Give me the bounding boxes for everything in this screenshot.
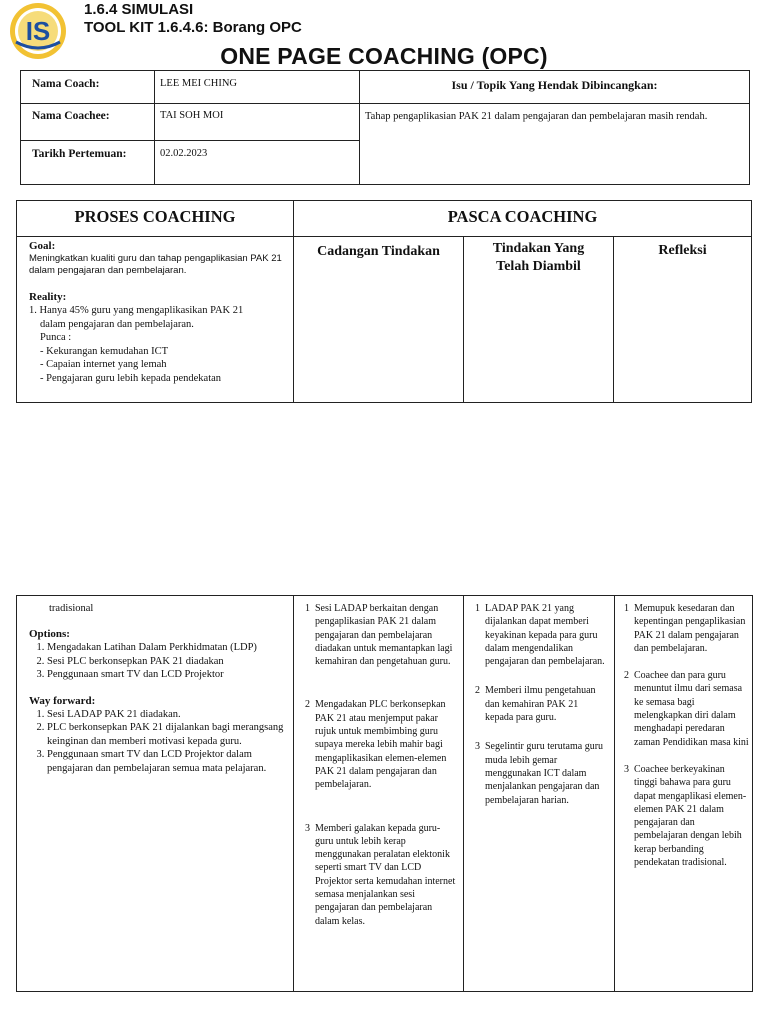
tindakan-heading-line1: Tindakan Yang (492, 241, 585, 256)
goal-reality-cell (29, 240, 289, 385)
coachee-label: Nama Coachee: (32, 110, 110, 122)
item-number: 1 (305, 603, 310, 614)
item-number: 2 (475, 685, 480, 697)
options-wayforward-cell (29, 602, 287, 775)
item-number: 3 (624, 763, 629, 775)
item-text: Sesi LADAP berkaitan dengan pengaplikasian PAK 21 dalam pengajaran dan pembelajaran diadakan untuk memantapkan lagi kemahiran dan pengetahuan guru. (315, 603, 453, 668)
item-text: LADAP PAK 21 yang dijalankan dapat memberi keyakinan kepada para guru dalam mengendalikan pengajaran dan pembelajaran. (485, 603, 605, 668)
tindakan-heading (464, 240, 613, 276)
tindakan-item (475, 684, 609, 724)
item-text: Memberi galakan kepada guru-guru untuk lebih kerap menggunakan peralatan elektonik seperti smart TV dan LCD Projektor serta kemudahan internet semasa menjalankan sesi pengajaran dan pembelajaran dalam kelas. (315, 822, 456, 927)
way-forward-item: 1. Sesi LADAP PAK 21 diadakan. (47, 708, 287, 722)
refleksi-heading: Refleksi (658, 243, 707, 258)
item-number: 3 (475, 741, 480, 753)
cadangan-heading: Cadangan Tindakan (317, 244, 440, 259)
issue-label: Isu / Topik Yang Hendak Dibincangkan: (451, 78, 658, 92)
way-forward-item: 3. Penggunaan smart TV dan LCD Projektor dalam pengajaran dan pembelajaran semua mata pelajaran. (47, 748, 287, 775)
item-text: Coachee berkeyakinan tinggi bahawa para guru dapat mengaplikasi elemen-elemen PAK 21 dalam pengajaran dan pembelajaran dengan lebih kerap berbanding pendekatan tradisional. (634, 763, 747, 869)
punca-item-1: - Kekurangan kemudahan ICT (40, 345, 168, 357)
toolkit-title: TOOL KIT 1.6.4.6: Borang OPC (84, 19, 302, 36)
tindakan-item (475, 740, 609, 806)
logo-mark: IS (25, 16, 51, 46)
reality-point-1-cont: dalam pengajaran dan pembelajaran. (40, 318, 194, 330)
item-number: 1 (624, 603, 629, 614)
coachee-name: TAI SOH MOI (160, 110, 224, 121)
page-title: ONE PAGE COACHING (OPC) (220, 43, 548, 69)
cadangan-item (305, 822, 458, 928)
cadangan-item (305, 602, 458, 668)
punca-label: Punca : (40, 332, 72, 343)
reality-cont-text: tradisional (49, 603, 94, 614)
tindakan-heading-line2: Telah Diambil (496, 259, 581, 274)
item-text: Memupuk kesedaran dan kepentingan pengaplikasian PAK 21 dalam pengajaran dan pembelajaran. (634, 603, 746, 654)
coach-label: Nama Coach: (32, 78, 100, 90)
refleksi-item (624, 763, 749, 869)
punca-item-2: - Capaian internet yang lemah (40, 359, 167, 370)
pasca-coaching-heading: PASCA COACHING (447, 207, 598, 226)
proses-coaching-heading: PROSES COACHING (74, 207, 236, 226)
coach-name: LEE MEI CHING (160, 78, 237, 89)
way-forward-label: Way forward: (29, 694, 96, 707)
reality-point-1: 1. Hanya 45% guru yang mengaplikasikan PAK 21 (29, 305, 244, 316)
cadangan-item (305, 698, 458, 791)
issue-text: Tahap pengaplikasian PAK 21 dalam pengajaran dan pembelajaran masih rendah. (365, 111, 708, 122)
tindakan-cell (475, 602, 609, 807)
item-text: Coachee dan para guru menuntut ilmu dari semasa ke semasa bagi melengkapkan diri dalam menghadapi peredaran zaman Pendidikan masa kini (634, 670, 749, 748)
cadangan-cell (305, 602, 458, 928)
item-text: Mengadakan PLC berkonsepkan PAK 21 atau menjemput pakar rujuk untuk membimbing guru supaya mereka lebih mahir bagi mengaplikasikan elemen-elemen PAK 21 dalam pengajaran dan pembelajaran. (315, 699, 447, 791)
options-list (29, 641, 287, 682)
tindakan-item (475, 602, 609, 668)
way-forward-list (29, 708, 287, 776)
options-label: Options: (29, 628, 70, 640)
item-text: Segelintir guru terutama guru muda lebih gemar menggunakan ICT dalam menjalankan pengajaran dan pembelajaran harian. (485, 741, 604, 806)
goal-text: Meningkatkan kualiti guru dan tahap pengaplikasian PAK 21 dalam pengajaran dan pembelajaran. (29, 253, 282, 276)
option-item: 3. Penggunaan smart TV dan LCD Projektor (47, 668, 287, 682)
item-number: 3 (305, 822, 310, 834)
way-forward-item: 2. PLC berkonsepkan PAK 21 dijalankan bagi merangsang keinginan dan memberi motivasi kepada guru. (47, 721, 287, 748)
option-item: 2. Sesi PLC berkonsepkan PAK 21 diadakan (47, 655, 287, 669)
item-number: 2 (624, 670, 629, 682)
reality-label: Reality: (29, 291, 67, 303)
meeting-date: 02.02.2023 (160, 148, 208, 159)
item-text: Memberi ilmu pengetahuan dan kemahiran PAK 21 kepada para guru. (485, 685, 596, 724)
refleksi-item (624, 602, 749, 655)
option-item: 1. Mengadakan Latihan Dalam Perkhidmatan (LDP) (47, 641, 287, 655)
goal-label: Goal: (29, 240, 56, 252)
section-number: 1.6.4 SIMULASI (84, 1, 194, 18)
date-label: Tarikh Pertemuan: (32, 148, 127, 160)
refleksi-item (624, 669, 749, 749)
item-number: 2 (305, 699, 310, 711)
refleksi-cell (624, 602, 749, 869)
item-number: 1 (475, 603, 480, 614)
punca-item-3: - Pengajaran guru lebih kepada pendekatan (40, 372, 222, 384)
